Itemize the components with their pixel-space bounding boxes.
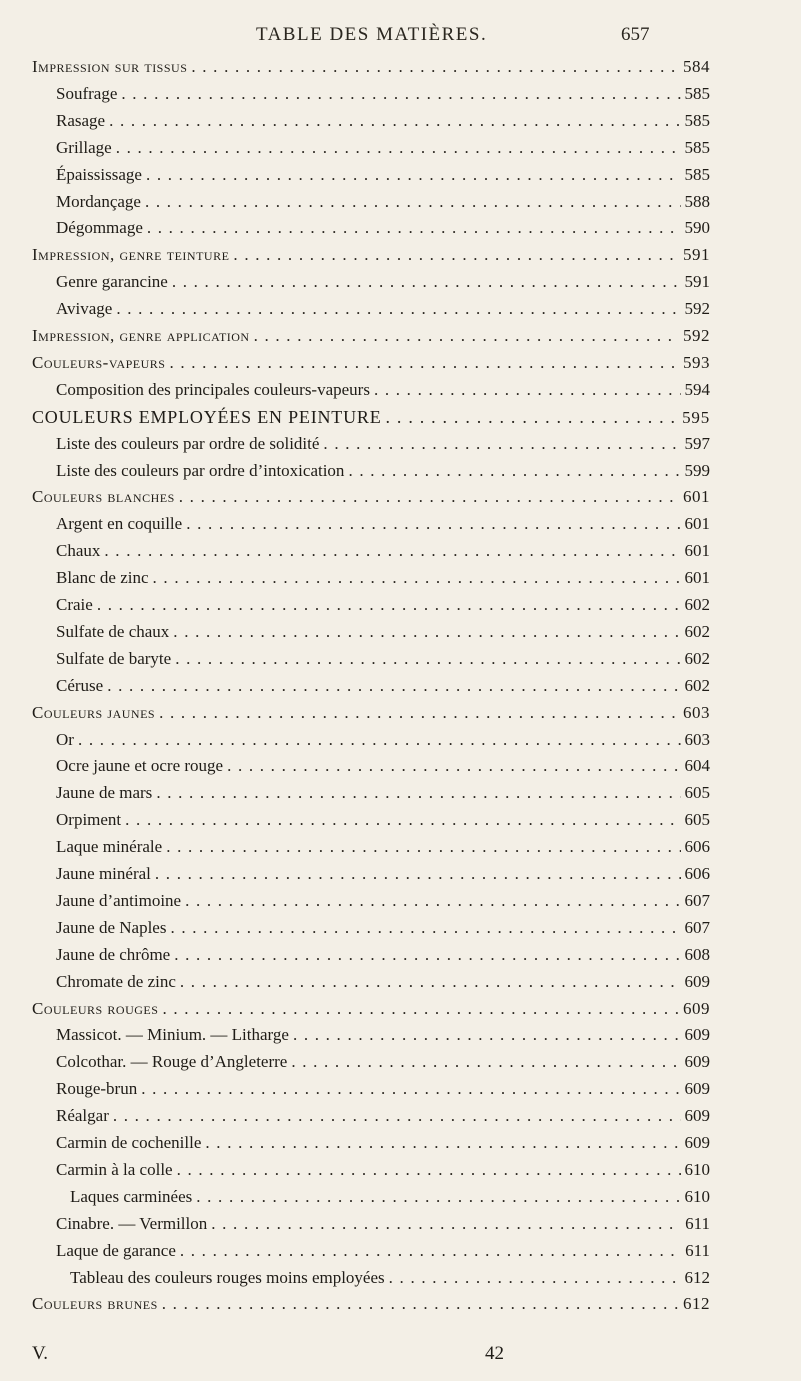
toc-entry-label: Couleurs jaunes (32, 702, 156, 722)
toc-entry-label: Soufrage (56, 83, 118, 103)
dot-leader (156, 780, 680, 806)
dot-leader (205, 1130, 680, 1156)
toc-entry-label: Rasage (56, 110, 106, 130)
toc-entry-page: 609 (684, 1079, 710, 1099)
toc-entry (56, 1130, 710, 1156)
toc-entry-page: 603 (683, 702, 710, 722)
dot-leader (172, 269, 681, 295)
toc-entry-page: 594 (684, 379, 710, 399)
dot-leader (180, 1238, 681, 1264)
toc-entry-page: 606 (684, 864, 710, 883)
toc-entry-page: 590 (684, 218, 710, 238)
toc-entry (56, 592, 710, 618)
dot-leader (170, 915, 680, 941)
toc-entry-label: Épaississage (56, 164, 142, 184)
toc-entry-label: Chaux (56, 541, 101, 561)
toc-entry (56, 673, 710, 699)
toc-entry-label: Réalgar (56, 1106, 109, 1126)
dot-leader (169, 350, 679, 376)
toc-entry (56, 565, 710, 591)
sheet-number: 42 (485, 1343, 504, 1364)
dot-leader (191, 54, 679, 80)
toc-entry (56, 646, 710, 672)
page-header (0, 22, 801, 50)
toc-entry (56, 215, 710, 241)
toc-entry-page: 607 (684, 890, 710, 910)
toc-entry (56, 1103, 710, 1129)
dot-leader (389, 1265, 681, 1291)
toc-entry-page: 607 (684, 917, 710, 937)
toc-entry (56, 969, 710, 995)
toc-entry-page: 602 (684, 621, 710, 641)
toc-entry (32, 1291, 710, 1317)
toc-entry-label: Composition des principales couleurs-vapeurs (56, 379, 370, 399)
toc-entry-label: Jaune de chrôme (56, 944, 171, 964)
toc-entry (56, 108, 710, 134)
toc-entry-label: Liste des couleurs par ordre d’intoxication (56, 460, 345, 480)
toc-entry (56, 1211, 710, 1237)
dot-leader (386, 404, 679, 430)
toc-entry-page: 602 (684, 675, 710, 695)
running-title: TABLE DES MATIÈRES. (256, 24, 488, 45)
dot-leader (145, 189, 681, 215)
toc-entry-label: Céruse (56, 675, 104, 695)
toc-entry-label: Jaune d’antimoine (56, 890, 182, 910)
toc-entry-page: 601 (684, 541, 710, 561)
toc-entry (56, 458, 710, 484)
toc-entry (56, 511, 710, 537)
toc-entry-page: 585 (684, 164, 710, 184)
toc-entry-page: 609 (684, 1025, 710, 1045)
toc-entry-label: Couleurs blanches (32, 487, 175, 507)
dot-leader (227, 753, 680, 779)
toc-entry-label: Or (56, 729, 74, 749)
toc-entry-page: 593 (683, 352, 710, 372)
toc-entry-label: Orpiment (56, 810, 122, 830)
toc-entry (56, 888, 710, 914)
toc-entry-label: Mordançage (56, 191, 141, 211)
toc-entry (56, 1157, 710, 1183)
toc-entry-label: Argent en coquille (56, 514, 183, 534)
dot-leader (173, 619, 680, 645)
toc-entry (70, 1184, 710, 1210)
toc-entry (56, 861, 710, 887)
toc-entry-page: 610 (684, 1159, 710, 1179)
dot-leader (125, 807, 680, 833)
toc-entry-label: Impression sur tissus (32, 57, 188, 76)
toc-entry-page: 611 (685, 1213, 710, 1233)
dot-leader (104, 538, 680, 564)
dot-leader (177, 1157, 681, 1183)
toc-entry (56, 269, 710, 295)
toc-entry-label: Laque minérale (56, 837, 163, 857)
toc-entry (56, 1076, 710, 1102)
toc-entry (56, 189, 710, 215)
toc-entry (56, 1049, 710, 1075)
toc-entry-page: 599 (684, 460, 710, 480)
toc-entry-label: Impression, genre application (32, 326, 250, 345)
toc-entry-label: Impression, genre teinture (32, 245, 230, 265)
toc-entry (32, 404, 710, 430)
toc-entry (56, 431, 710, 457)
dot-leader (153, 565, 681, 591)
dot-leader (97, 592, 681, 618)
dot-leader (291, 1049, 680, 1075)
toc-entry (56, 619, 710, 645)
toc-entry-label: Ocre jaune et ocre rouge (56, 756, 224, 776)
page-number: 657 (621, 24, 650, 45)
dot-leader (233, 242, 679, 268)
toc-entry-label: Blanc de zinc (56, 568, 149, 588)
toc-entry-page: 592 (683, 326, 710, 345)
toc-entry (32, 350, 710, 376)
toc-entry-label: Grillage (56, 137, 112, 157)
toc-entry-page: 609 (683, 998, 710, 1018)
toc-entry (32, 484, 710, 510)
toc-entry (56, 296, 710, 322)
toc-entry-label: Sulfate de baryte (56, 648, 172, 668)
dot-leader (254, 323, 679, 349)
toc-entry (56, 915, 710, 941)
signature-mark: V. (32, 1343, 49, 1364)
dot-leader (109, 108, 680, 134)
toc-entry-page: 608 (684, 944, 710, 964)
toc-entry (32, 323, 710, 349)
toc-entry-label: Carmin de cochenille (56, 1133, 202, 1152)
dot-leader (196, 1184, 680, 1210)
toc-entry-label: Massicot. — Minium. — Litharge (56, 1025, 289, 1045)
dot-leader (175, 646, 680, 672)
dot-leader (78, 727, 681, 753)
toc-entry-page: 591 (683, 245, 710, 265)
dot-leader (180, 969, 681, 995)
toc-entry-label: Laques carminées (70, 1186, 193, 1206)
toc-entry (70, 1265, 710, 1291)
toc-entry-page: 597 (684, 433, 710, 453)
dot-leader (323, 431, 680, 457)
dot-leader (141, 1076, 680, 1102)
toc-entry (32, 700, 710, 726)
toc-entry-page: 606 (684, 837, 710, 857)
toc-entry-page: 601 (684, 568, 710, 588)
toc-entry (56, 1238, 710, 1264)
toc-entry-page: 595 (682, 407, 710, 427)
toc-entry (56, 1022, 710, 1048)
toc-entry-label: Avivage (56, 299, 113, 319)
toc-entry (56, 942, 710, 968)
toc-entry (56, 538, 710, 564)
toc-entry-page: 601 (684, 514, 710, 534)
toc-entry-page: 609 (684, 1106, 710, 1126)
dot-leader (166, 834, 680, 860)
dot-leader (147, 215, 681, 241)
toc-entry-page: 603 (684, 729, 710, 749)
toc-entry (56, 807, 710, 833)
dot-leader (113, 1103, 681, 1129)
toc-entry-page: 601 (683, 487, 710, 507)
dot-leader (174, 942, 680, 968)
toc-entry-page: 602 (684, 595, 710, 614)
toc-entry-label: Liste des couleurs par ordre de solidité (56, 433, 320, 453)
toc-entry-label: Jaune minéral (56, 864, 151, 883)
toc-entry-page: 604 (684, 756, 710, 776)
toc-entry (32, 54, 710, 80)
dot-leader (159, 700, 679, 726)
toc-entry-page: 585 (684, 137, 710, 157)
dot-leader (162, 996, 679, 1022)
dot-leader (186, 511, 680, 537)
toc-entry-label: Couleurs-vapeurs (32, 352, 166, 372)
dot-leader (121, 81, 680, 107)
toc-entry (56, 727, 710, 753)
toc-entry-label: Jaune de mars (56, 783, 153, 803)
toc-entry-label: Couleurs rouges (32, 998, 159, 1018)
toc-entry-label: Sulfate de chaux (56, 621, 170, 641)
toc-entry-page: 605 (684, 783, 710, 803)
toc-entry-label: Rouge-brun (56, 1079, 138, 1099)
dot-leader (162, 1291, 679, 1317)
toc-entry-page: 585 (684, 110, 710, 130)
toc-entry-page: 612 (683, 1294, 710, 1314)
toc-entry (32, 996, 710, 1022)
toc-entry-label: Laque de garance (56, 1240, 176, 1260)
toc-entry-page: 591 (684, 272, 710, 292)
dot-leader (107, 673, 680, 699)
dot-leader (155, 861, 681, 887)
toc-entry (56, 377, 710, 403)
toc-entry (56, 135, 710, 161)
toc-entry-page: 609 (684, 971, 710, 991)
toc-entry (32, 242, 710, 268)
toc-entry-label: Craie (56, 595, 93, 614)
dot-leader (293, 1022, 681, 1048)
toc-entry-label: Tableau des couleurs rouges moins employées (70, 1267, 385, 1287)
toc-entry-page: 585 (684, 83, 710, 103)
toc-entry-label: Dégommage (56, 218, 143, 238)
toc-entry-page: 584 (683, 57, 710, 76)
dot-leader (116, 135, 681, 161)
toc-entry-label: Couleurs brunes (32, 1294, 158, 1314)
dot-leader (146, 162, 681, 188)
toc-entry-page: 609 (684, 1133, 710, 1152)
toc-entry-label: COULEURS EMPLOYÉES EN PEINTURE (32, 406, 382, 427)
toc-entry (56, 780, 710, 806)
toc-entry (56, 753, 710, 779)
toc-entry-page: 612 (684, 1267, 710, 1287)
dot-leader (116, 296, 680, 322)
toc-entry (56, 834, 710, 860)
toc-entry (56, 81, 710, 107)
dot-leader (185, 888, 680, 914)
toc-entry-page: 610 (684, 1186, 710, 1206)
dot-leader (348, 458, 680, 484)
toc-entry-label: Carmin à la colle (56, 1159, 173, 1179)
toc-entry-label: Cinabre. — Vermillon (56, 1213, 208, 1233)
toc-entry-page: 611 (685, 1240, 710, 1260)
toc-entry-page: 588 (684, 191, 710, 211)
dot-leader (179, 484, 679, 510)
toc-entry (56, 162, 710, 188)
toc-entry-label: Chromate de zinc (56, 971, 176, 991)
dot-leader (211, 1211, 681, 1237)
toc-entry-label: Colcothar. — Rouge d’Angleterre (56, 1052, 288, 1072)
toc-entry-page: 605 (684, 810, 710, 830)
toc-entry-page: 592 (684, 299, 710, 319)
toc-entry-label: Jaune de Naples (56, 917, 167, 937)
toc-entry-page: 609 (684, 1052, 710, 1072)
page-footer (0, 1343, 801, 1369)
dot-leader (374, 377, 681, 403)
toc-entry-label: Genre garancine (56, 272, 168, 292)
toc-entry-page: 602 (684, 648, 710, 668)
